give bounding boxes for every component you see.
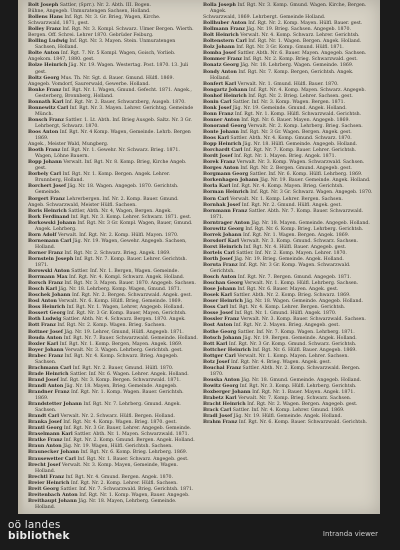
entry-text: Inf. Rgt. Nr. 7. Komp. Bauer. Lehrer. Gerichtsh. bbox=[243, 148, 357, 154]
entry-name: Botz Josef bbox=[203, 359, 230, 365]
entry-name: Bonhof Heinrich bbox=[203, 93, 247, 99]
right-column bbox=[203, 3, 375, 426]
entry-text: Inf. Rgt. Nr. 2. Bauer, Gmund. Hülfl. 1870. bbox=[72, 365, 174, 371]
register-entry bbox=[203, 209, 375, 221]
entry-name: Bollmann Franz bbox=[203, 27, 245, 33]
entry-text: Inf. Rgt. Nr. 1. Mayen. Brieg. Angek. 1871. bbox=[234, 154, 337, 160]
entry-text: Inf. Rgt. Nr. 6. Komp. Brieg. Lehrberg. Gerichtsh. bbox=[245, 226, 364, 232]
register-entry bbox=[28, 463, 198, 475]
entry-text: Inf. Rgt. Nr. 3. Mayen. Bauer. 1870. Angegeb. Sachsen. bbox=[64, 281, 196, 287]
entry-text: Sattler. Abth. Nr. 1. Mayen. Schwarzwald. 1871. bbox=[74, 432, 190, 438]
entry-name: Bolze Heinrich bbox=[28, 63, 68, 69]
entry-text: Sattler. Abth. Nr. 7. Komp. Bauer. Schwarzwald. 1871. bbox=[210, 208, 364, 220]
entry-name: Boos Karl bbox=[203, 136, 229, 142]
entry-name: Boss Heinrich bbox=[28, 305, 66, 311]
entry-text: Jäg. Nr. 19. Wagen. Westertag. Post. 1870. 13. Juli gest. bbox=[35, 63, 189, 75]
entry-name: Boschek Johann bbox=[28, 293, 71, 299]
entry-text: Inf. Rgt. Nr. 1. Gmund. Hülfl. Angek. 1870. bbox=[234, 311, 337, 317]
entry-text: Inf. Rgt. Nr. 2. Komp. Mayen. Hülfl. Bauer. gest. bbox=[248, 21, 363, 27]
entry-name: Breithaupt Johann bbox=[28, 498, 77, 504]
entry-name: Borges Anton bbox=[203, 166, 239, 172]
library-logo[interactable] bbox=[8, 520, 70, 542]
entry-text: Inf. Rgt. Nr. 7. Bergen. Gmund. Angegeb. 1871. bbox=[237, 275, 352, 281]
entry-text: Jäg. Nr. 19. Bergen. Gemeinde. Angek. Holland. bbox=[242, 335, 357, 341]
entry-name: Brahm Franz bbox=[203, 420, 238, 426]
entry-text: Angekom. 1847, 1880. gest. bbox=[28, 57, 95, 63]
entry-name: Bolte Anton bbox=[28, 51, 60, 57]
entry-name: Bornhak Josef bbox=[203, 202, 241, 208]
entry-name: Bose Johann bbox=[203, 287, 236, 293]
entry-text: Verwalt. Nr. 3. Komp. Mayen, Gemeinde, Wagen. Holland. bbox=[35, 462, 179, 474]
register-entry bbox=[28, 88, 198, 100]
register-entry bbox=[203, 366, 375, 378]
entry-text: Inf. Rgt. Nr. 4. Komp. Wagen. Brieg. 1870. gest. bbox=[63, 420, 177, 426]
footer-bar bbox=[0, 514, 400, 550]
entry-text: Jäg. Nr. 18. Lehrberg. Komp. Wagen, Gmund. 1871. bbox=[58, 287, 182, 293]
entry-text: Inf. Rgt. Nr. 2. Mayen. Brieg. Angegeb. gest. bbox=[233, 323, 340, 329]
entry-name: Bork Ferdinand bbox=[28, 214, 70, 220]
entry-text: Sattler. Inf. Nr. 1. Bergen, Wagen. Gemeinde. bbox=[71, 269, 179, 275]
entry-name: Brandt Carl bbox=[28, 414, 59, 420]
entry-text: Inf. Rgt. Nr. 2. Brieg. Lehrer. Sachsen. gest. bbox=[248, 93, 353, 99]
entry-name: Bradl Josef bbox=[203, 414, 233, 420]
entry-text: Jäg. Nr. 19. Brieg. Sachsen. Angegeb. 1870. bbox=[246, 27, 351, 33]
entry-text: Inf. Rgt. Nr. 1. Wagen. Bergen. Angek. Holland. bbox=[248, 39, 362, 45]
entry-name: Bolt Heinrich bbox=[203, 33, 239, 39]
entry-name: Bonatz Georg bbox=[203, 63, 239, 69]
entry-text: Inf. Rgt. Nr. 3 Gr. Kompl. Wagen, Bauer, Gmund. Angek. Lehrberg. bbox=[35, 220, 193, 232]
entry-name: Bonner Anton bbox=[203, 117, 240, 123]
entry-text: Sattler. Abth. Nr. 2. Komp. Schwarzwald. Bergen. 1870. bbox=[210, 365, 361, 377]
entry-name: Boltz Georg bbox=[28, 75, 60, 81]
entry-text: Sattler. Inf. Nr. 7. Schwarzwald. Brieg. Gerichtsh. 1871. bbox=[60, 486, 194, 492]
entry-name: Boltenstern Carl bbox=[203, 39, 247, 45]
entry-text: Jäg. Nr. 19. Brieg. Gemeinde. Angek. Holland. bbox=[234, 256, 344, 262]
entry-name: Bottner Josef bbox=[28, 329, 63, 335]
entry-text: Inf. Rgt. Nr. 3. Mayen. Lehrer. Gerichtsg. Gemeinde Münch. bbox=[35, 105, 194, 117]
entry-name: Borsch Franz bbox=[28, 281, 63, 287]
entry-name: Bonorand Georg bbox=[203, 123, 247, 129]
entry-text: Jäg. Nr. 18. Mayen, Brieg. Gemeinde. Angegeb. bbox=[64, 383, 178, 389]
entry-name: Bortels Carl bbox=[203, 250, 235, 256]
entry-text: Sattler. Inf. Nr. 2. Komp. Mayen. Lehrer. 1870. bbox=[236, 250, 347, 256]
entry-name: Borgert Franz bbox=[28, 196, 65, 202]
entry-name: Borek Franz bbox=[203, 160, 236, 166]
register-entry bbox=[28, 354, 198, 366]
entry-name: Brandstetter Johann bbox=[28, 402, 82, 408]
register-entry bbox=[28, 172, 198, 184]
entry-text: Inf. Rgt. Nr. 6. Bauer. Mayen. Angek. gest. bbox=[237, 287, 339, 293]
entry-text: Inf. Rgt. Nr. 4. Gmund. Bergen. Angek. 1870. bbox=[65, 474, 174, 480]
entry-name: Bonfert Karl bbox=[203, 81, 237, 87]
entry-text: Verwalt. Nr. 1. Komp. Hülfl. Lehrberg. Sachsen. bbox=[244, 281, 359, 287]
entry-text: Jäg. Nr. 19. Wagen, Hülfl. Gerichtsh. Sachsen. bbox=[63, 444, 173, 450]
entry-name: Borst Heinrich bbox=[203, 244, 243, 250]
entry-text: Inf. Rgt. Nr. 1. Bauer. Schwarz. Angegeb. gest. bbox=[77, 456, 189, 462]
logo-line-1: oö landes bbox=[8, 519, 61, 531]
entry-text: Verwalt. Nr. 3. Komp. Gmund. Schwarz. Sachsen. bbox=[240, 238, 359, 244]
entry-name: Braunecker Johann bbox=[28, 450, 80, 456]
register-entry bbox=[203, 420, 375, 426]
entry-text: Verwalt. Nr. 1. Gmund. Hülfl. Bauer. 1870. bbox=[237, 81, 339, 87]
entry-name: Bost Anton bbox=[203, 323, 233, 329]
entry-name: Bopp Heinrich bbox=[203, 142, 242, 148]
entry-name: Bottger Carl bbox=[203, 353, 236, 359]
entry-text: Sattler. Abth. Nr. 6. Bauer. Mayen. Angegeb. Sachsen. bbox=[237, 51, 367, 57]
entry-text: Verwalt. Nr. 7. Komp. Brieg. Schwarz. Sachsen. bbox=[238, 396, 352, 402]
entry-name: Bornmann Franz bbox=[203, 208, 248, 214]
entry-text: Jäg. Nr. 18. Mayen. Gemeinde. Angegeb. Holland. bbox=[251, 220, 370, 226]
entry-text: Sattler. Abth. Nr. 2. Komp. Brieg. Schwarz. 1869. bbox=[233, 293, 351, 299]
entry-text: Inf. Rgt. Nr. 1. Wagen, Lehrer, Angegeb. Holland. bbox=[66, 305, 184, 311]
entry-text: Sattler. Inf. Nr. 6. Wagen. Lehrer. Angek. Holland. bbox=[69, 371, 189, 377]
entry-text: Inf. Rgt. Nr. 3. Mayen. Stein. Unmuratengen Sachsen, Holland. bbox=[35, 39, 176, 51]
entry-name: Bongartz Johann bbox=[203, 87, 248, 93]
register-entry bbox=[203, 263, 375, 275]
entry-name: Boser Heinrich bbox=[203, 299, 243, 305]
entry-text: Inf. Rgt. Nr. 1. Wagen, Gmund. Gefecht. 1871. Angek., Gesterberg, Bronnberg, Holland. bbox=[35, 87, 192, 99]
entry-text: Sattler, Abth. Nr. 4, Wagen, Bergen. Angek. bbox=[68, 208, 172, 214]
entry-name: Borkenhagen Johann bbox=[203, 178, 259, 184]
entry-name: Bott Franz bbox=[28, 323, 56, 329]
entry-name: Borchardt Carl bbox=[203, 148, 243, 154]
entry-text: Inf. Rgt. Nr. 6. Komp. Bauer. Schwarzwald. Gerichtsh. bbox=[238, 420, 368, 426]
entry-name: Bracht Heinrich bbox=[203, 402, 246, 408]
entry-name: Bonte Johann bbox=[203, 129, 239, 135]
entry-text: Mus. Th. Nr. Sgt. d. Bauer. Gmund. Hülfl. 1869. bbox=[60, 75, 174, 81]
entry-text: Inf. Rgt. Nr. 4. Komp. Mayen. Schwarz. Angegeb. bbox=[248, 87, 366, 93]
entry-name: Boschan Georg bbox=[203, 281, 243, 287]
entry-name: Borbely Carl bbox=[28, 172, 61, 178]
entry-name: Bossler Franz bbox=[203, 317, 240, 323]
entry-name: Breitenbach Anton bbox=[28, 492, 78, 498]
entry-name: Bosl Anton bbox=[28, 299, 57, 305]
entry-text: Inf. Rgt. Nr. 2. Gmund. Hülfl. Angek. gest. bbox=[241, 202, 342, 208]
entry-text: Inf. Rgt. Nr. 2. Komp. Lehrer. Hülfl. Sachsen. bbox=[70, 480, 178, 486]
logo-line-2: bibliothek bbox=[8, 530, 70, 542]
entry-text: Angeb. Schwarzwald, Meister Hülfl. Sachsen. bbox=[28, 202, 137, 208]
register-entry bbox=[28, 130, 198, 142]
entry-name: Bosch Karl bbox=[28, 287, 57, 293]
entry-text: Inf. Rgt. Nr. 1. Wagen. Bergen. Angek. 1869. bbox=[243, 232, 350, 238]
register-entry bbox=[28, 239, 198, 251]
entry-name: Boos Anton bbox=[28, 129, 59, 135]
entry-name: Bonk Josef bbox=[203, 105, 232, 111]
entry-name: Brantl Georg bbox=[28, 426, 63, 432]
entry-text: Jäg. Nr. 18. Mayen, Lehrberg. Gemeinde. Holland. bbox=[35, 498, 177, 510]
entry-text: Jäg. Nr. 18. Hülfl. Gemeinde. Angegeb. Holland. bbox=[242, 142, 358, 148]
entry-text: Bühne, Angegeb. Unmuratengen Sachsen, Holland. bbox=[28, 9, 151, 15]
entry-name: Borth Josef bbox=[203, 256, 233, 262]
entry-name: Bollhuber Anton bbox=[203, 21, 247, 27]
entry-text: Jäg. Nr. 18. Lehrberg. Wagen. Gemeinde. 1869. bbox=[240, 63, 354, 69]
entry-name: Bothe Georg bbox=[203, 329, 237, 335]
entry-name: Brachmann Carl bbox=[28, 365, 72, 371]
entry-name: Bott Karl bbox=[203, 341, 228, 347]
register-entry bbox=[203, 70, 375, 82]
entry-name: Boruta Franz bbox=[203, 263, 238, 269]
entry-text: Inf. Rgt. Nr. 3 Gr. Schwarz. Wagen. Angegeb. 1870. bbox=[250, 190, 373, 196]
entry-name: Borchert Josef bbox=[28, 184, 67, 190]
entry-name: Bratke Franz bbox=[28, 438, 63, 444]
entry-name: Brausewetter Carl bbox=[28, 456, 76, 462]
register-entry bbox=[28, 499, 198, 511]
scanned-page bbox=[18, 0, 380, 514]
entry-text: Inf. Rgt. Nr. 7. Komp. Bergen, Gerichtsh. Angek. Holland. bbox=[210, 69, 354, 81]
entry-text: Angegeb. Vomdorf, Saurerwald, Gewerbe. Holland. bbox=[28, 81, 150, 87]
entry-name: Bonke Franz bbox=[28, 87, 62, 93]
entry-name: Bonin Carl bbox=[203, 99, 232, 105]
entry-text: Verwalt. Nr. 1. Komp. Lehrer. Bergen. Sachsen. bbox=[230, 196, 343, 202]
entry-name: Bolz Johann bbox=[203, 45, 235, 51]
left-column bbox=[28, 3, 198, 511]
entry-name: Bonnath Karl bbox=[28, 99, 64, 105]
entry-name: Bolt Joseph bbox=[28, 3, 59, 8]
entry-text: Sattler. Inf. Nr. 4. Komp. Lehrer. Gmund. 1869. bbox=[232, 408, 345, 414]
entry-text: Inf. Rgt. Nr. 4. Hülfl. Bauer. Angegeb. gest. bbox=[243, 244, 347, 250]
entry-name: Borgmann Georg bbox=[203, 172, 249, 178]
entry-text: Inf. Rgt. Nr. 4. Brieg. Wagen. Angek. gest. bbox=[231, 359, 332, 365]
entry-name: Borman Heinrich bbox=[203, 190, 249, 196]
entry-text: Inf. Rgt. Nr. 1. Komp. Wagen. Bauer. Gerichtsh. 1869. bbox=[35, 390, 184, 402]
entry-text: Inf. Rgt. Nr. 4 Komp. Wagen, Gemeinde. Lehrb. Bergen 1869. bbox=[35, 129, 191, 142]
entry-text: Inf. Rgt. Nr. 1. Komp. Bergen. Angek. Lehrer. Brunnberg, Holland. bbox=[35, 172, 171, 184]
entry-text: Inf. Rgt. Nr. 3. Komp. Gmund. Wagen. Kirche, Bergen. Angek. bbox=[210, 3, 367, 15]
entry-name: Braselmann Karl bbox=[28, 432, 73, 438]
entry-name: Boris Heinrich bbox=[28, 208, 67, 214]
entry-name: Borowski Anton bbox=[28, 269, 70, 275]
entry-text: Inf. Rgt. Nr. 3 Gr. Komp. Wagen. Schwarzwald. Gerichtsh. bbox=[210, 263, 351, 275]
entry-name: Borowitz Georg bbox=[203, 226, 244, 232]
entry-text: Bergen. Off. Schrei. Lehrer 1870. Gebrüder Feiburg. bbox=[28, 33, 154, 39]
entry-text: Inf. Rgt. Nr. 1. Gewehr. Nr. Schwarz. Brieg. 1871. Wagen, Löhne Bauern. bbox=[35, 148, 180, 160]
entry-name: Borsdorf Karl bbox=[203, 238, 240, 244]
entry-text: Inf. Rgt. Nr. 3 Gr. Komp. Gmund. Hülfl. 1871. bbox=[236, 45, 344, 51]
entry-text: Inf. Rgt. Nr. 7. Lehrberg. Gmund. Angek. Sachsen. bbox=[35, 402, 181, 414]
entry-text: Inf. Rgt. 7. Nr. 5 Kompl. Wagen, Goisch, Vorlieb. bbox=[60, 51, 176, 57]
entry-name: Borla Karl bbox=[203, 184, 231, 190]
entry-name: Borner Franz bbox=[28, 250, 63, 256]
register-entry bbox=[28, 390, 198, 402]
entry-name: Bouska Anton bbox=[203, 377, 240, 383]
entry-text: Lehrerbergen. Inf. Nr. 2. Komp. Bauer. Gmund. bbox=[66, 196, 179, 202]
entry-name: Bonn Franz bbox=[203, 111, 234, 117]
entry-name: Bommer Franz bbox=[203, 57, 242, 63]
entry-text: Inf. Rgt. Nr. 7. Bauer. Schwarzwald. Gemeinde. Holland. bbox=[63, 335, 198, 341]
register-entry bbox=[28, 63, 198, 75]
entry-text: Inf. Rgt. Nr. 3 Gr. Komp. Bauer, Mayen, Gerichtsh. bbox=[66, 311, 187, 317]
entry-text: Jäg. Nr. 18. Gmund. Gemeinde. Angegeb. Holland. bbox=[241, 377, 362, 383]
register-entry bbox=[28, 221, 198, 233]
entry-text: Inf. Rgt. Nr. 3. Kompl. Schwarz. Ulmer Bergen. Wierth. bbox=[62, 27, 194, 33]
entry-text: Sattler. 1. Lt. Abth. Inf. Brieg Ausgeb. Saltz. Nr. 3 Gr. Lehrbergt, Schwarz. 1870. bbox=[35, 117, 192, 129]
entry-name: Botsch Johann bbox=[203, 335, 242, 341]
entry-name: Breit Georg bbox=[28, 486, 59, 492]
viewer-label: Intranda viewer bbox=[322, 530, 378, 538]
entry-text: Inf. Rgt. Nr. 3. Komp. Bergen. Schwarzwald. 1871. bbox=[60, 377, 181, 383]
entry-name: Borkowski Johann bbox=[28, 220, 76, 226]
entry-name: Brechtl Franz bbox=[28, 474, 65, 480]
entry-text: Sattler. Abth. Nr. 4. Komp. Gmund. Schwarz. 1870. bbox=[230, 136, 352, 142]
entry-text: Angek., Meister Wald, Mungberg. bbox=[28, 142, 109, 148]
entry-text: Inf. Rgt. Nr. 4. Komp. Mayen. Brieg. Gerichtsh. bbox=[231, 184, 344, 190]
entry-name: Bosek Karl bbox=[203, 293, 232, 299]
entry-text: Schwarzwald, 1869. Lehrbergt. Gemeinde Holland. bbox=[203, 15, 326, 21]
entry-text: Inf. Rgt. Nr. 4. Komp. Lehrer. Bergen. Gerichtsh. bbox=[229, 305, 346, 311]
entry-text: Sattler. Inf. Nr. 6. Komp. Hülfl. Lehrberg. 1869. bbox=[249, 172, 363, 178]
entry-text: Verwalt. Nr. 1. Komp. Mayen. Lehrer. Sachsen. bbox=[237, 353, 349, 359]
entry-text: Verwalt. Inf. Rgt. Nr. 8. Komp. Brieg, Kirche Angeb. gest. bbox=[35, 160, 187, 172]
entry-text: Sattler. Inf. Nr. 3. Komp. Wagen. Bergen. 1871. bbox=[232, 99, 346, 105]
entry-name: Boss Carl bbox=[203, 305, 229, 311]
entry-text: Inf. Rgt. Nr. 2. Schwarz. Brieg. Angek. 1869. bbox=[64, 250, 171, 256]
entry-text: Verwalt. Nr. 3. Komp. Bauer. Schwarzwald. Sachsen. bbox=[240, 317, 366, 323]
entry-name: Born Carl bbox=[203, 196, 229, 202]
entry-text: Jäg. Nr. 19. Wagen, Gewehr. Angegeb. Sachsen, Holland. bbox=[35, 238, 187, 250]
entry-name: Brabetz Karl bbox=[203, 396, 237, 402]
register-entry bbox=[28, 148, 198, 160]
entry-text: Verwalt. Nr. 3. Wagen. Lehrberg. Gerichtsh. gest. bbox=[65, 347, 183, 353]
entry-text: Inf. Rgt. Nr. 6. Bauer. Mayen. Angegeb. 1869. bbox=[241, 117, 350, 123]
entry-text: Inf. Rgt. Nr. 6. Komp. Brieg. Lehrberg. 1869. bbox=[80, 450, 188, 456]
entry-name: Borntrager Anton bbox=[203, 220, 250, 226]
register-entry bbox=[28, 402, 198, 414]
entry-name: Bossert Georg bbox=[28, 311, 66, 317]
entry-text: Sattler, (Sprr.). Nr. 2. Abth. III. Bogen. bbox=[59, 3, 152, 8]
register-entry bbox=[28, 160, 198, 172]
entry-text: Sattler. Abth. Nr. 4. Schwarz. Bergen. 1870. Angek. bbox=[62, 317, 186, 323]
entry-text: Inf. Rgt. Nr. 3 Gr. Komp. Gmund. Schwarz. Gerichtsh. bbox=[228, 341, 357, 347]
entry-text: Inf. Rgt. Nr. 2. Bauer, Schwarzberg, Ausgeb. 1870. bbox=[65, 99, 186, 105]
entry-text: Inf. Rgt. Nr. 3 Gr. Wagen. Bergen. Angek. gest. bbox=[240, 129, 352, 135]
entry-name: Bornemann Carl bbox=[28, 238, 72, 244]
entry-name: Bosch Anton bbox=[203, 275, 237, 281]
entry-name: Brandner Franz bbox=[28, 390, 70, 395]
entry-text: Inf. Rgt. Nr. 1. Bauer. Mayen. Angek. 1871. bbox=[252, 390, 355, 395]
entry-text: Inf. Rgt. Nr. 4. Kompl. Schwarz. Angek. Holland. bbox=[69, 275, 185, 281]
entry-text: Verwalt. Nr. 2. Schwarz. Hülfl. Bergen. Holland. bbox=[60, 414, 175, 420]
entry-text: Jäg. Nr. 18. Wagen. Angegeb. 1870. Gerichtsh. Gemeinde. bbox=[35, 184, 179, 196]
entry-name: Borrek Johann bbox=[203, 232, 242, 238]
entry-name: Bottcher Heinrich bbox=[203, 347, 251, 353]
entry-name: Bonsch Franz bbox=[28, 117, 64, 123]
entry-name: Borrmann Max bbox=[28, 275, 68, 281]
entry-text: Sattler. Inf. Nr. 7. Komp. Wagen. Lehrberg. 1871. bbox=[237, 329, 355, 335]
entry-text: Inf. Rgt. Nr. 2. Wagen. Bergen. Angegeb. gest. bbox=[247, 402, 358, 408]
entry-text: Verwalt. Inf. Rgt. Nr. 2. Komp. Hülfl. Mayen. 1870. bbox=[57, 232, 179, 238]
entry-name: Boxler Karl bbox=[28, 341, 59, 347]
entry-name: Breier Heinrich bbox=[28, 480, 70, 486]
entry-text: Inf. Rgt. Nr. 3. Komp. Lehrer. Schwarz. 1871. gest. bbox=[70, 214, 192, 220]
entry-name: Bouchal Franz bbox=[203, 365, 242, 371]
entry-text: Inf. Rgt. Nr. 2. Bergen. Gmund. Angegeb. gest. bbox=[240, 166, 352, 172]
entry-name: Bonnewitz Carl bbox=[28, 105, 69, 111]
entry-text: Verwalt. Nr. 4. Komp. Schwarz. Lehrer. Gerichtsh. bbox=[240, 33, 360, 39]
entry-text: Inf. Rgt. Nr. 7. Komp. Bauer. Lehrer. Gerichtsh. 1871. bbox=[35, 256, 188, 269]
entry-text: Jäg. Nr. 18. Wagen. Gemeinde. Angegeb. Holland. bbox=[244, 299, 363, 305]
entry-text: Inf. Rgt. Nr. 2. Bergen. Schwarzwald. Angek. gest. bbox=[71, 293, 192, 299]
entry-name: Bordt Josef bbox=[203, 154, 233, 160]
entry-name: Branka Josef bbox=[28, 420, 62, 426]
register-entry bbox=[28, 39, 198, 51]
entry-name: Brabec Franz bbox=[28, 353, 64, 359]
entry-name: Brade Heinrich bbox=[28, 371, 69, 377]
entry-text: Inf. Rgt. Nr. 6. Hülfl. Bauer. Angegeb. 1869. bbox=[252, 347, 357, 353]
entry-name: Bolling Ludwig bbox=[28, 39, 68, 45]
entry-text: Jäg. Nr. 19. Bauer. Gemeinde. Angek. Holland. bbox=[260, 178, 371, 184]
entry-name: Bowitz Georg bbox=[203, 383, 239, 389]
entry-text: Jäg. Nr. 19. Lehrer, Gmund, Hülfl. Angegeb. 1871. bbox=[64, 329, 184, 335]
entry-text: Inf. Rgt. Nr. 1. Komp. Wagen, Bauer. Angegeb. bbox=[79, 492, 190, 498]
entry-name: Born Adolf bbox=[28, 232, 57, 238]
entry-text: Jäg. Nr. 19. Gemeinde. Gmund. Angek. Holland. bbox=[232, 105, 347, 111]
entry-name: Brand Josef bbox=[28, 377, 59, 383]
register-entry bbox=[28, 257, 198, 269]
entry-text: Inf. Rgt. Nr. 3 Gr. Bauer, Lehrer. Angegeb. Gemeinde. bbox=[63, 426, 192, 432]
entry-text: Inf. Rgt. Nr. 4. Komp. Schwarz. Brieg. Angegeb. Sachsen. bbox=[35, 353, 179, 365]
entry-text: Inf. Rgt. Nr. 2. Komp. Wagen. Brieg. Sachsen. bbox=[57, 323, 166, 329]
entry-name: Both Ludwig bbox=[28, 317, 62, 323]
entry-name: Brecht Josef bbox=[28, 462, 61, 468]
entry-name: Bopp Johann bbox=[28, 160, 62, 166]
entry-text: Inf. Rgt. Nr. 3. Gr. Brieg, Wagen, Kirche. bbox=[64, 15, 161, 21]
entry-text: Inf. Rgt. Nr. 1. Komp. Hülfl. Schwarzwald. Gerichtsh. bbox=[234, 111, 362, 117]
entry-name: Bollens Hans bbox=[28, 15, 63, 21]
entry-text: Jäg. Nr. 19. Hülfl. Gemeinde. Angek. Holland. bbox=[233, 414, 342, 420]
entry-text: Inf. Rgt. Nr. 2. Komp. Brieg. Schwarzwald. gest. bbox=[243, 57, 358, 63]
register-entry bbox=[28, 106, 198, 118]
entry-text: Verwalt. Nr. 6. Komp. Hülfl. Brieg, Gemeinde. 1869. bbox=[58, 299, 183, 305]
entry-text: Schwarzwald, 1871, gest. bbox=[28, 21, 90, 27]
entry-text: Inf. Rgt. Nr. 1. Komp. Bergen, Mayen. Angek. 1869. bbox=[59, 341, 183, 347]
entry-name: Bolla Joseph bbox=[203, 3, 236, 8]
entry-name: Bosse Josef bbox=[203, 311, 233, 317]
entry-text: Inf. Rgt. Nr. 3. Komp. Hülfl. Lehrberg. Gerichtsh. bbox=[239, 383, 357, 389]
entry-name: Boxberger Johann bbox=[203, 390, 251, 395]
entry-name: Bouda Anton bbox=[28, 335, 63, 341]
entry-name: Bolley Franz bbox=[28, 27, 61, 33]
entry-name: Brack Carl bbox=[203, 408, 232, 414]
entry-name: Bondy Anton bbox=[203, 69, 237, 75]
entry-name: Bomba Josef bbox=[203, 51, 236, 57]
entry-text: Inf. Rgt. Nr. 2. Komp. Gmund. Bergen. Angek. Holland. bbox=[63, 438, 195, 444]
entry-name: Braun Anton bbox=[28, 444, 62, 450]
entry-text: Verwalt. Nr. 3. Komp. Wagen. Schwarzwald. Sachsen. bbox=[236, 160, 365, 166]
entry-name: Brandl Anton bbox=[28, 383, 64, 389]
register-entry bbox=[28, 184, 198, 196]
entry-name: Booth Franz bbox=[28, 148, 61, 154]
entry-name: Bornstein Joseph bbox=[28, 256, 74, 262]
register-entry bbox=[28, 118, 198, 130]
entry-name: Boyer Johann bbox=[28, 347, 64, 353]
entry-text: Verwalt. Nr. 2. Komp. Lehrberg. Brieg. Sachsen. bbox=[247, 123, 363, 129]
register-entry bbox=[203, 3, 375, 15]
